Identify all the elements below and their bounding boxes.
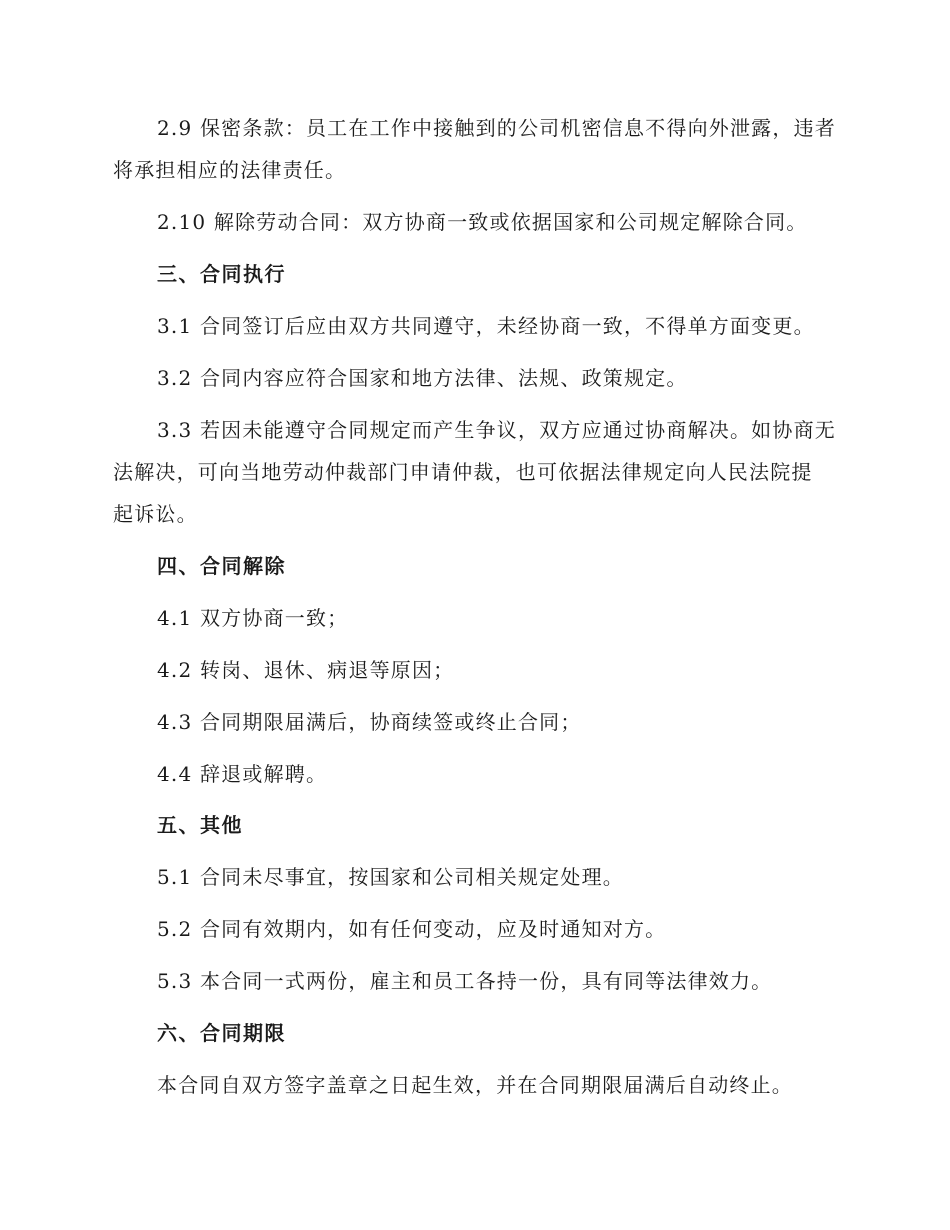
clause-2-9-line-1: 2.9 保密条款：员工在工作中接触到的公司机密信息不得向外泄露，违者: [157, 116, 836, 140]
clause-3-2: 3.2 合同内容应符合国家和地方法律、法规、政策规定。: [157, 366, 688, 390]
clause-5-2: 5.2 合同有效期内，如有任何变动，应及时通知对方。: [157, 917, 667, 941]
clause-3-3-line-2: 法解决，可向当地劳动仲裁部门申请仲裁，也可依据法律规定向人民法院提: [113, 460, 813, 484]
clause-4-4: 4.4 辞退或解聘。: [157, 762, 328, 786]
clause-4-2: 4.2 转岗、退休、病退等原因；: [157, 658, 455, 682]
section-heading-3: 三、合同执行: [157, 262, 286, 286]
clause-2-9-line-2: 将承担相应的法律责任。: [113, 158, 347, 182]
clause-3-3-line-1: 3.3 若因未能遵守合同规定而产生争议，双方应通过协商解决。如协商无: [157, 418, 836, 442]
section-heading-6: 六、合同期限: [157, 1021, 286, 1045]
contract-term-text: 本合同自双方签字盖章之日起生效，并在合同期限届满后自动终止。: [157, 1073, 793, 1097]
section-heading-5: 五、其他: [157, 813, 243, 837]
section-heading-4: 四、合同解除: [157, 554, 286, 578]
clause-2-10: 2.10 解除劳动合同：双方协商一致或依据国家和公司规定解除合同。: [157, 210, 808, 234]
clause-5-3: 5.3 本合同一式两份，雇主和员工各持一份，具有同等法律效力。: [157, 969, 773, 993]
clause-4-1: 4.1 双方协商一致；: [157, 606, 349, 630]
clause-5-1: 5.1 合同未尽事宜，按国家和公司相关规定处理。: [157, 865, 624, 889]
clause-3-3-line-3: 起诉讼。: [113, 502, 198, 526]
clause-4-3: 4.3 合同期限届满后，协商续签或终止合同；: [157, 710, 582, 734]
clause-3-1: 3.1 合同签订后应由双方共同遵守，未经协商一致，不得单方面变更。: [157, 314, 815, 338]
